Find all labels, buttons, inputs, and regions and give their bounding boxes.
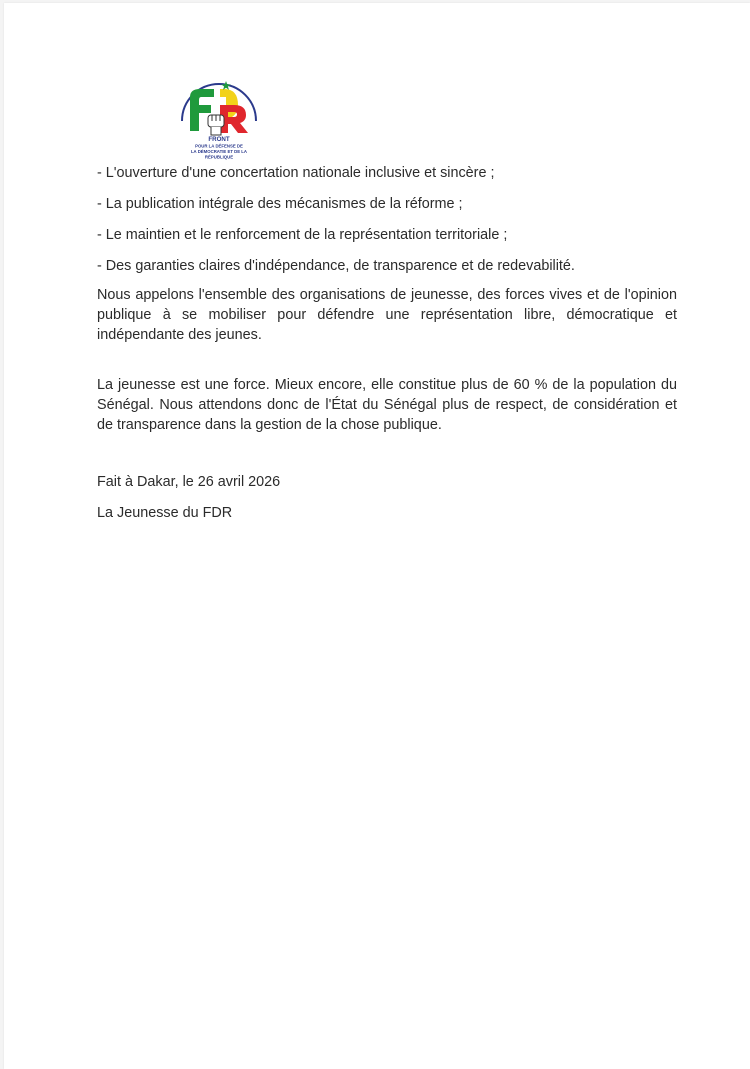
logo-text-front: FRONT [208,136,230,143]
document-page [4,3,750,1069]
youth-paragraph: La jeunesse est une force. Mieux encore, elle constitue plus de 60 % de la population du Sénégal. Nous attendons donc de l'État du Sénégal plus de respect, de considération et de transparence dans la gestion de la chose publique. [97,377,677,433]
demand-item: - Le maintien et le renforcement de la représentation territoriale ; [97,227,508,243]
logo-text-line4: RÉPUBLIQUE [204,154,234,160]
signature: La Jeunesse du FDR [97,505,233,521]
logo-text-line2: POUR LA DÉFENSE DE [195,143,243,149]
place-date: Fait à Dakar, le 26 avril 2026 [97,474,281,490]
logo-text-line3: LA DÉMOCRATIE ET DE LA [190,149,248,154]
fdr-logo [174,69,264,161]
demand-item: - La publication intégrale des mécanismes de la réforme ; [97,196,463,212]
fdr-logo-icon [174,69,264,161]
document-body [97,163,677,523]
demand-item: - L'ouverture d'une concertation nationale inclusive et sincère ; [97,165,495,181]
call-to-action-paragraph: Nous appelons l'ensemble des organisations de jeunesse, des forces vives et de l'opinion publique à se mobiliser pour défendre une représentation libre, démocratique et indépendante des jeunes. [97,287,677,343]
demand-item: - Des garanties claires d'indépendance, de transparence et de redevabilité. [97,258,575,274]
